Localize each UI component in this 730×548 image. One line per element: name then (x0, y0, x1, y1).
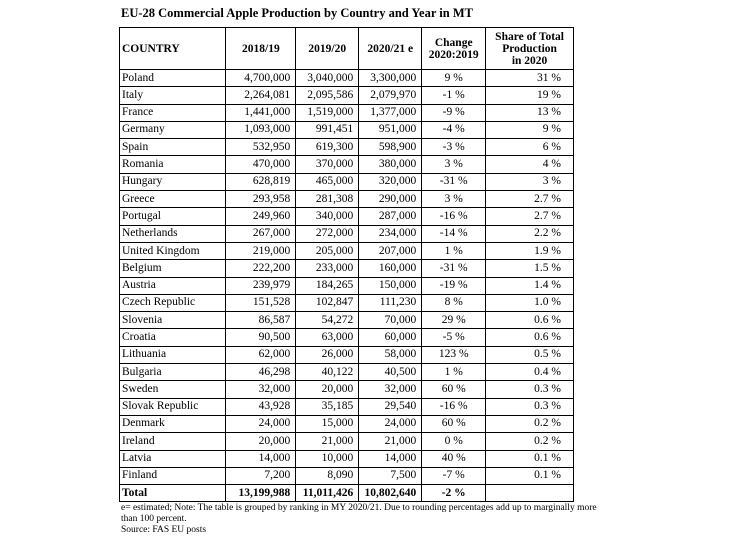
share-cell: 9 % (486, 121, 574, 138)
table-row (120, 208, 574, 225)
country-cell: Slovenia (120, 312, 226, 329)
value-2020-21-cell: 14,000 (359, 450, 422, 467)
header-country: COUNTRY (120, 28, 226, 70)
header-share-line: in 2020 (511, 54, 548, 67)
value-2018-19-cell: 7,200 (226, 467, 296, 484)
value-2018-19-cell: 249,960 (226, 208, 296, 225)
country-cell: Ireland (120, 433, 226, 450)
share-cell: 1.5 % (486, 260, 574, 277)
value-2019-20-cell: 2,095,586 (296, 87, 359, 104)
value-2020-21-cell: 234,000 (359, 225, 422, 242)
share-cell: 1.4 % (486, 277, 574, 294)
share-cell: 1.9 % (486, 242, 574, 259)
share-cell: 0.2 % (486, 433, 574, 450)
value-2019-20-cell: 465,000 (296, 173, 359, 190)
country-cell: Czech Republic (120, 294, 226, 311)
value-2018-19-cell: 62,000 (226, 346, 296, 363)
value-2020-21-cell: 951,000 (359, 121, 422, 138)
value-2020-21-cell: 598,900 (359, 139, 422, 156)
value-2018-19-cell: 1,093,000 (226, 121, 296, 138)
country-cell: Portugal (120, 208, 226, 225)
change-cell: 8 % (422, 294, 486, 311)
value-2018-19-cell: 267,000 (226, 225, 296, 242)
country-cell: Hungary (120, 173, 226, 190)
value-2020-21-cell: 24,000 (359, 415, 422, 432)
value-2020-21-cell: 150,000 (359, 277, 422, 294)
country-cell: United Kingdom (120, 242, 226, 259)
change-cell: 1 % (422, 242, 486, 259)
value-2020-21-cell: 10,802,640 (359, 485, 422, 502)
share-cell: 19 % (486, 87, 574, 104)
value-2019-20-cell: 20,000 (296, 381, 359, 398)
value-2019-20-cell: 40,122 (296, 364, 359, 381)
change-cell: -2 % (422, 485, 486, 502)
change-cell: -1 % (422, 87, 486, 104)
value-2019-20-cell: 10,000 (296, 450, 359, 467)
value-2020-21-cell: 380,000 (359, 156, 422, 173)
share-cell: 1.0 % (486, 294, 574, 311)
value-2019-20-cell: 205,000 (296, 242, 359, 259)
table-row (120, 242, 574, 259)
value-2019-20-cell: 184,265 (296, 277, 359, 294)
country-cell: Sweden (120, 381, 226, 398)
header-change (422, 28, 486, 70)
change-cell: 40 % (422, 450, 486, 467)
country-cell: Lithuania (120, 346, 226, 363)
country-cell: Bulgaria (120, 364, 226, 381)
change-cell: 123 % (422, 346, 486, 363)
value-2020-21-cell: 60,000 (359, 329, 422, 346)
change-cell: 3 % (422, 156, 486, 173)
table-row (120, 450, 574, 467)
source-note: Source: FAS EU posts (121, 525, 207, 535)
country-cell: Austria (120, 277, 226, 294)
value-2020-21-cell: 3,300,000 (359, 70, 422, 87)
value-2019-20-cell: 3,040,000 (296, 70, 359, 87)
header-row (120, 28, 574, 70)
value-2020-21-cell: 7,500 (359, 467, 422, 484)
country-cell: Greece (120, 191, 226, 208)
share-cell: 0.6 % (486, 329, 574, 346)
change-cell: -31 % (422, 173, 486, 190)
value-2019-20-cell: 340,000 (296, 208, 359, 225)
table-body (120, 70, 574, 502)
country-cell: Belgium (120, 260, 226, 277)
share-cell: 0.5 % (486, 346, 574, 363)
change-cell: -16 % (422, 208, 486, 225)
share-cell: 2.7 % (486, 191, 574, 208)
table-row (120, 70, 574, 87)
value-2020-21-cell: 1,377,000 (359, 104, 422, 121)
value-2018-19-cell: 32,000 (226, 381, 296, 398)
change-cell: -7 % (422, 467, 486, 484)
value-2020-21-cell: 58,000 (359, 346, 422, 363)
value-2019-20-cell: 21,000 (296, 433, 359, 450)
table-row (120, 329, 574, 346)
change-cell: 9 % (422, 70, 486, 87)
table-row (120, 104, 574, 121)
value-2020-21-cell: 32,000 (359, 381, 422, 398)
table-row (120, 398, 574, 415)
share-cell: 0.6 % (486, 312, 574, 329)
value-2019-20-cell: 281,308 (296, 191, 359, 208)
value-2018-19-cell: 4,700,000 (226, 70, 296, 87)
country-cell: Italy (120, 87, 226, 104)
country-cell: Slovak Republic (120, 398, 226, 415)
change-cell: 60 % (422, 415, 486, 432)
value-2018-19-cell: 43,928 (226, 398, 296, 415)
country-cell: Total (120, 485, 226, 502)
table-row (120, 294, 574, 311)
value-2019-20-cell: 1,519,000 (296, 104, 359, 121)
header-share-line: Production (502, 42, 557, 55)
value-2020-21-cell: 29,540 (359, 398, 422, 415)
table-row (120, 415, 574, 432)
value-2019-20-cell: 8,090 (296, 467, 359, 484)
value-2019-20-cell: 63,000 (296, 329, 359, 346)
value-2018-19-cell: 86,587 (226, 312, 296, 329)
value-2019-20-cell: 15,000 (296, 415, 359, 432)
table-row (120, 467, 574, 484)
value-2020-21-cell: 320,000 (359, 173, 422, 190)
share-cell (486, 485, 574, 502)
table-row (120, 260, 574, 277)
header-change-line: Change (434, 36, 473, 49)
value-2020-21-cell: 287,000 (359, 208, 422, 225)
change-cell: 3 % (422, 191, 486, 208)
value-2019-20-cell: 233,000 (296, 260, 359, 277)
value-2018-19-cell: 239,979 (226, 277, 296, 294)
header-share-line: Share of Total (495, 30, 564, 43)
header-2020-21: 2020/21 e (359, 28, 422, 70)
table-row (120, 87, 574, 104)
value-2020-21-cell: 160,000 (359, 260, 422, 277)
share-cell: 0.4 % (486, 364, 574, 381)
header-2018-19: 2018/19 (226, 28, 296, 70)
value-2019-20-cell: 11,011,426 (296, 485, 359, 502)
value-2020-21-cell: 70,000 (359, 312, 422, 329)
country-cell: France (120, 104, 226, 121)
table-row (120, 173, 574, 190)
country-cell: Denmark (120, 415, 226, 432)
table-row (120, 433, 574, 450)
country-cell: Netherlands (120, 225, 226, 242)
table-row (120, 312, 574, 329)
share-cell: 0.1 % (486, 467, 574, 484)
table-row (120, 156, 574, 173)
share-cell: 2.2 % (486, 225, 574, 242)
value-2018-19-cell: 151,528 (226, 294, 296, 311)
total-row (120, 485, 574, 502)
value-2018-19-cell: 24,000 (226, 415, 296, 432)
value-2020-21-cell: 111,230 (359, 294, 422, 311)
table-row (120, 381, 574, 398)
value-2018-19-cell: 46,298 (226, 364, 296, 381)
table-row (120, 346, 574, 363)
share-cell: 3 % (486, 173, 574, 190)
apple-production-table (119, 27, 574, 502)
value-2019-20-cell: 272,000 (296, 225, 359, 242)
value-2019-20-cell: 35,185 (296, 398, 359, 415)
value-2018-19-cell: 14,000 (226, 450, 296, 467)
share-cell: 2.7 % (486, 208, 574, 225)
value-2019-20-cell: 619,300 (296, 139, 359, 156)
value-2018-19-cell: 470,000 (226, 156, 296, 173)
value-2018-19-cell: 222,200 (226, 260, 296, 277)
share-cell: 0.3 % (486, 381, 574, 398)
country-cell: Romania (120, 156, 226, 173)
country-cell: Spain (120, 139, 226, 156)
footnote: e= estimated; Note: The table is grouped by ranking in MY 2020/21. Due to rounding percentages add up to marginally more than 100 percent. (121, 503, 597, 524)
header-change-line: 2020:2019 (428, 48, 479, 61)
value-2018-19-cell: 90,500 (226, 329, 296, 346)
value-2018-19-cell: 293,958 (226, 191, 296, 208)
country-cell: Latvia (120, 450, 226, 467)
value-2020-21-cell: 290,000 (359, 191, 422, 208)
header-2019-20: 2019/20 (296, 28, 359, 70)
share-cell: 6 % (486, 139, 574, 156)
header-share (486, 28, 574, 70)
value-2018-19-cell: 20,000 (226, 433, 296, 450)
table-notes (121, 503, 611, 536)
value-2019-20-cell: 26,000 (296, 346, 359, 363)
table-row (120, 225, 574, 242)
change-cell: -14 % (422, 225, 486, 242)
value-2018-19-cell: 13,199,988 (226, 485, 296, 502)
change-cell: -3 % (422, 139, 486, 156)
change-cell: -16 % (422, 398, 486, 415)
value-2020-21-cell: 207,000 (359, 242, 422, 259)
share-cell: 0.3 % (486, 398, 574, 415)
value-2019-20-cell: 54,272 (296, 312, 359, 329)
change-cell: 0 % (422, 433, 486, 450)
table-row (120, 277, 574, 294)
value-2019-20-cell: 991,451 (296, 121, 359, 138)
table-row (120, 364, 574, 381)
value-2018-19-cell: 532,950 (226, 139, 296, 156)
value-2019-20-cell: 370,000 (296, 156, 359, 173)
change-cell: -5 % (422, 329, 486, 346)
country-cell: Croatia (120, 329, 226, 346)
country-cell: Finland (120, 467, 226, 484)
share-cell: 0.1 % (486, 450, 574, 467)
change-cell: -9 % (422, 104, 486, 121)
change-cell: 29 % (422, 312, 486, 329)
value-2018-19-cell: 219,000 (226, 242, 296, 259)
change-cell: -31 % (422, 260, 486, 277)
table-row (120, 121, 574, 138)
change-cell: -4 % (422, 121, 486, 138)
change-cell: -19 % (422, 277, 486, 294)
value-2018-19-cell: 2,264,081 (226, 87, 296, 104)
value-2020-21-cell: 40,500 (359, 364, 422, 381)
value-2019-20-cell: 102,847 (296, 294, 359, 311)
table-title: EU-28 Commercial Apple Production by Country and Year in MT (121, 6, 473, 20)
share-cell: 31 % (486, 70, 574, 87)
value-2020-21-cell: 2,079,970 (359, 87, 422, 104)
change-cell: 60 % (422, 381, 486, 398)
share-cell: 13 % (486, 104, 574, 121)
value-2020-21-cell: 21,000 (359, 433, 422, 450)
table-row (120, 191, 574, 208)
table-row (120, 139, 574, 156)
country-cell: Poland (120, 70, 226, 87)
share-cell: 0.2 % (486, 415, 574, 432)
change-cell: 1 % (422, 364, 486, 381)
country-cell: Germany (120, 121, 226, 138)
value-2018-19-cell: 1,441,000 (226, 104, 296, 121)
value-2018-19-cell: 628,819 (226, 173, 296, 190)
share-cell: 4 % (486, 156, 574, 173)
